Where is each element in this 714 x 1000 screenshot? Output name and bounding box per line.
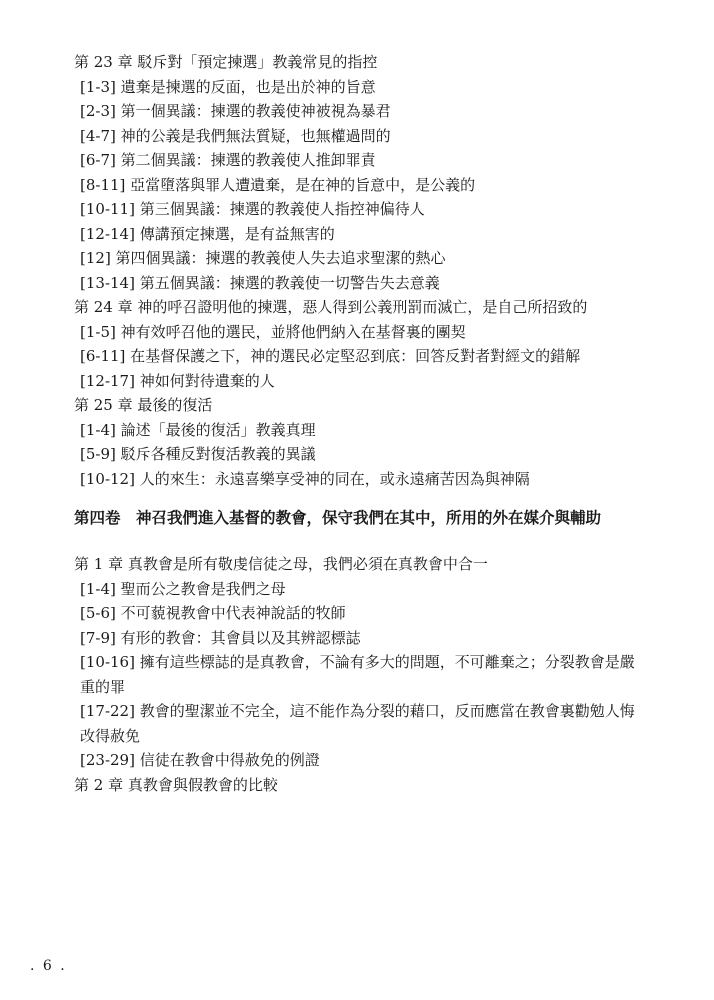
section-entry: [13-14] 第五個異議：揀選的教義使一切警告失去意義 bbox=[80, 273, 440, 292]
section-entry: [4-7] 神的公義是我們無法質疑，也無權過問的 bbox=[80, 126, 391, 145]
chapter-heading: 第 2 章 真教會與假教會的比較 bbox=[74, 775, 278, 794]
section-entry: [1-4] 聖而公之教會是我們之母 bbox=[80, 579, 286, 598]
chapter-heading: 第 1 章 真教會是所有敬虔信徒之母，我們必須在真教會中合一 bbox=[74, 555, 488, 573]
chapter-heading: 第 24 章 神的呼召證明他的揀選，惡人得到公義刑罰而滅亡，是自己所招致的 bbox=[74, 298, 588, 316]
section-entry: [6-11] 在基督保護之下，神的選民必定堅忍到底：回答反對者對經文的錯解 bbox=[80, 347, 581, 365]
section-entry: [1-3] 遺棄是揀選的反面，也是出於神的旨意 bbox=[80, 77, 376, 96]
section-entry: [17-22] 教會的聖潔並不完全，這不能作為分裂的藉口，反而應當在教會裏勸勉人悔改得赦免 bbox=[80, 702, 635, 745]
section-entry: [1-4] 論述「最後的復活」教義真理 bbox=[80, 420, 316, 439]
section-entry: [6-7] 第二個異議：揀選的教義使人推卸罪責 bbox=[80, 151, 376, 169]
toc-page bbox=[74, 50, 644, 797]
section-entry: [12-14] 傳講預定揀選，是有益無害的 bbox=[80, 224, 335, 243]
section-entry: [10-11] 第三個異議：揀選的教義使人指控神偏待人 bbox=[80, 200, 425, 218]
section-entry: [1-5] 神有效呼召他的選民，並將他們納入在基督裏的團契 bbox=[80, 322, 466, 341]
page-number: . 6 . bbox=[30, 958, 67, 974]
volume-heading: 第四卷 神召我們進入基督的教會，保守我們在其中，所用的外在媒介與輔助 bbox=[74, 509, 602, 527]
section-entry: [23-29] 信徒在教會中得赦免的例證 bbox=[80, 751, 320, 769]
chapter-heading: 第 25 章 最後的復活 bbox=[74, 396, 213, 414]
section-entry: [5-9] 駁斥各種反對復活教義的異議 bbox=[80, 445, 316, 463]
section-entry: [12] 第四個異議：揀選的教義使人失去追求聖潔的熱心 bbox=[80, 249, 446, 267]
chapter-heading: 第 23 章 駁斥對「預定揀選」教義常見的指控 bbox=[74, 53, 378, 71]
section-entry: [12-17] 神如何對待遺棄的人 bbox=[80, 371, 275, 390]
section-entry: [10-12] 人的來生：永遠喜樂享受神的同在，或永遠痛苦因為與神隔 bbox=[80, 469, 530, 488]
section-entry: [10-16] 擁有這些標誌的是真教會，不論有多大的問題，不可離棄之；分裂教會是嚴重的罪 bbox=[80, 653, 635, 696]
section-entry: [2-3] 第一個異議：揀選的教義使神被視為暴君 bbox=[80, 102, 391, 120]
section-entry: [7-9] 有形的教會：其會員以及其辨認標誌 bbox=[80, 628, 361, 647]
section-entry: [8-11] 亞當墮落與罪人遭遺棄，是在神的旨意中，是公義的 bbox=[80, 175, 476, 194]
section-entry: [5-6] 不可藐視教會中代表神說話的牧師 bbox=[80, 604, 346, 622]
